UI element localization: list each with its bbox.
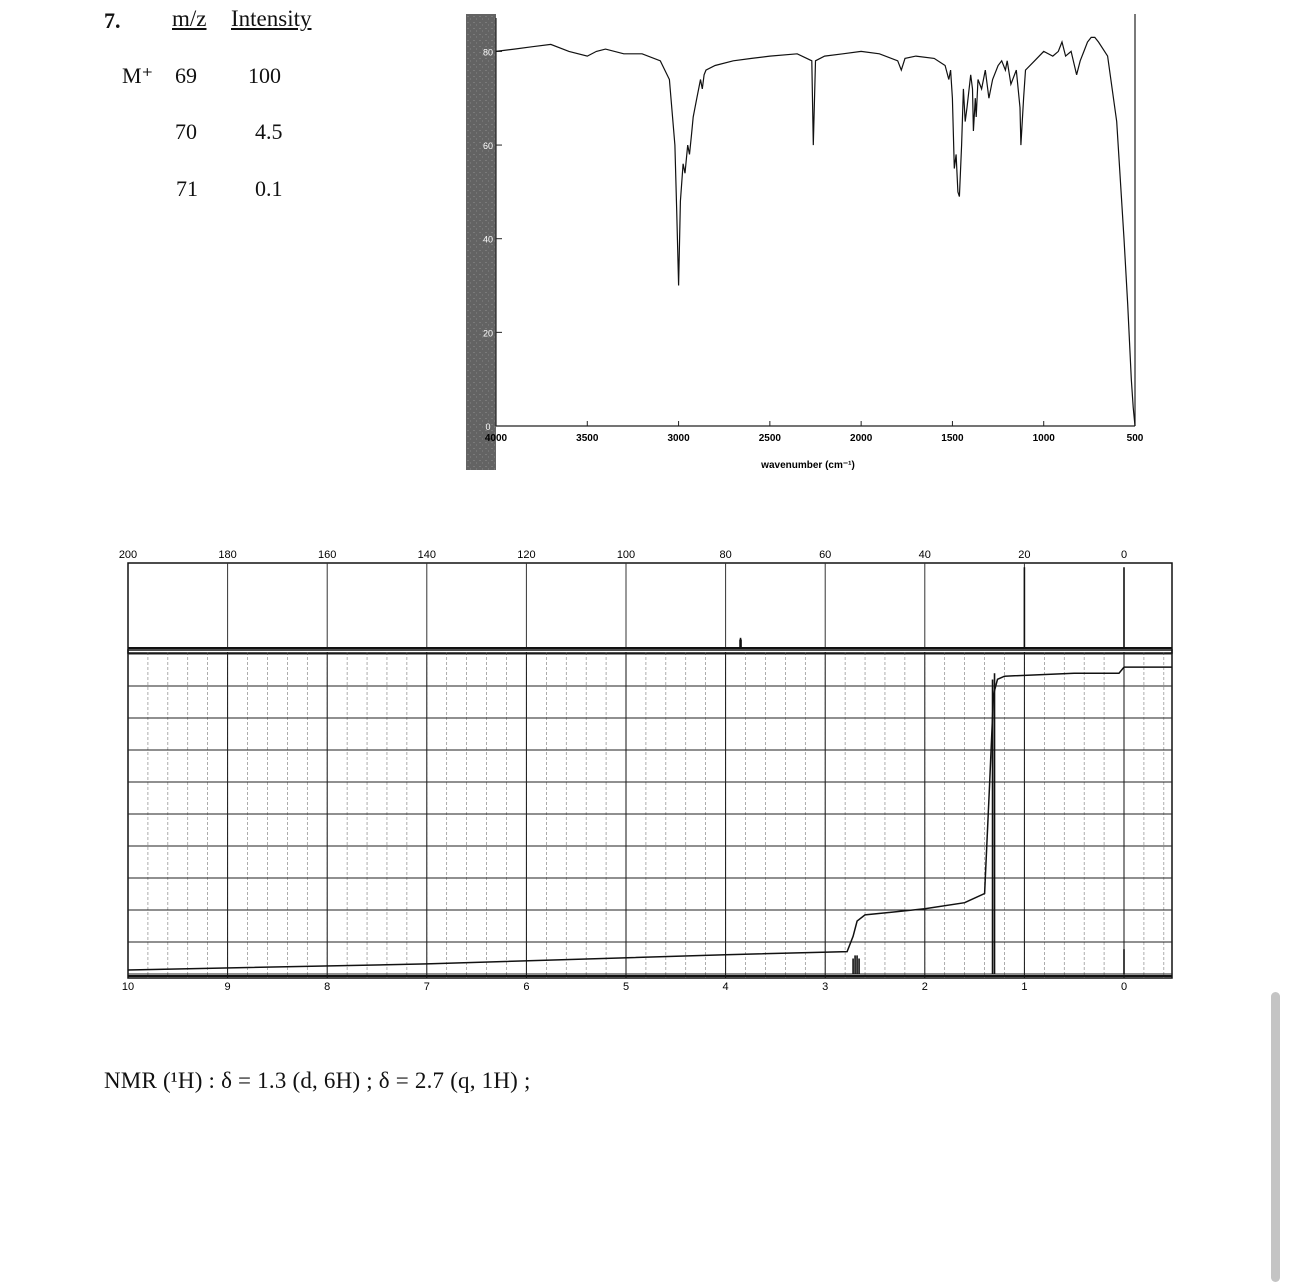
h1-x-tick-label: 6: [523, 981, 530, 993]
ir-x-tick-label: 1500: [941, 433, 964, 444]
ms-row-intensity: 4.5: [255, 119, 283, 144]
c13-x-tick-label: 20: [1018, 549, 1031, 561]
h1-x-ticks: [122, 981, 1127, 993]
ir-x-tick-label: 500: [1126, 433, 1144, 444]
ir-x-tick-label: 2500: [758, 433, 781, 444]
h1-x-tick-label: 4: [722, 981, 729, 993]
ir-x-tick-label: 3500: [576, 433, 599, 444]
c13-x-tick-label: 0: [1120, 549, 1128, 561]
c13-x-tick-label: 100: [616, 549, 636, 561]
ir-x-tick-label: 4000: [484, 433, 508, 444]
problem-number: 7.: [104, 8, 121, 33]
ir-x-tick-label: 3000: [667, 433, 690, 444]
ms-header-intensity: Intensity: [231, 6, 312, 31]
ms-row-mz: 69: [175, 63, 197, 88]
h1-x-tick-label: 8: [324, 981, 331, 993]
ir-x-tick-label: 1000: [1032, 433, 1055, 444]
h1-x-tick-label: 7: [423, 981, 430, 993]
c13-x-tick-label: 180: [218, 549, 237, 561]
ms-row-label: M⁺: [122, 63, 154, 88]
ir-x-tick-label: 2000: [850, 433, 873, 444]
ms-row-mz: 70: [175, 119, 197, 144]
ir-spectrum-chart: [460, 8, 1160, 478]
c13-x-tick-label: 140: [417, 549, 436, 561]
c13-x-tick-label: 40: [918, 549, 931, 561]
h1-integral-curve: [128, 667, 1172, 970]
c13-x-tick-label: 80: [719, 549, 732, 561]
ir-y-tick-label: 0: [485, 422, 491, 432]
nmr-spectra-chart: [110, 540, 1185, 1000]
h1-x-tick-label: 1: [1021, 981, 1028, 993]
h1-x-tick-label: 10: [121, 981, 135, 993]
h1-x-tick-label: 3: [822, 981, 829, 993]
ms-row-intensity: 0.1: [255, 176, 283, 201]
c13-x-ticks: [119, 549, 1172, 648]
c13-peaks: [740, 567, 1124, 648]
vertical-scrollbar[interactable]: [1271, 992, 1280, 1282]
ms-header-mz: m/z: [172, 6, 207, 31]
ms-row-intensity: 100: [248, 63, 281, 88]
c13-x-tick-label: 120: [517, 549, 536, 561]
ir-y-tick-label: 20: [482, 328, 494, 339]
h1-x-tick-label: 5: [622, 981, 630, 993]
nmr-summary-text: NMR (¹H) : δ = 1.3 (d, 6H) ; δ = 2.7 (q, 1H) ;: [104, 1068, 531, 1093]
ms-row-mz: 71: [176, 176, 198, 201]
c13-x-tick-label: 200: [118, 549, 138, 561]
c13-x-tick-label: 60: [819, 549, 832, 561]
ir-y-tick-label: 60: [482, 141, 494, 152]
ir-x-ticks: [485, 421, 1144, 444]
ir-series-line: [496, 37, 1135, 426]
c13-panel-frame: [128, 563, 1172, 653]
ir-y-tick-label: 40: [482, 234, 494, 245]
h1-x-tick-label: 9: [224, 981, 231, 993]
h1-grid: [128, 652, 1172, 978]
h1-x-tick-label: 2: [921, 981, 928, 993]
c13-x-tick-label: 160: [318, 549, 337, 561]
ir-x-axis-label: wavenumber (cm⁻¹): [761, 460, 855, 471]
ir-y-tick-label: 80: [482, 47, 494, 58]
h1-x-tick-label: 0: [1120, 981, 1128, 993]
